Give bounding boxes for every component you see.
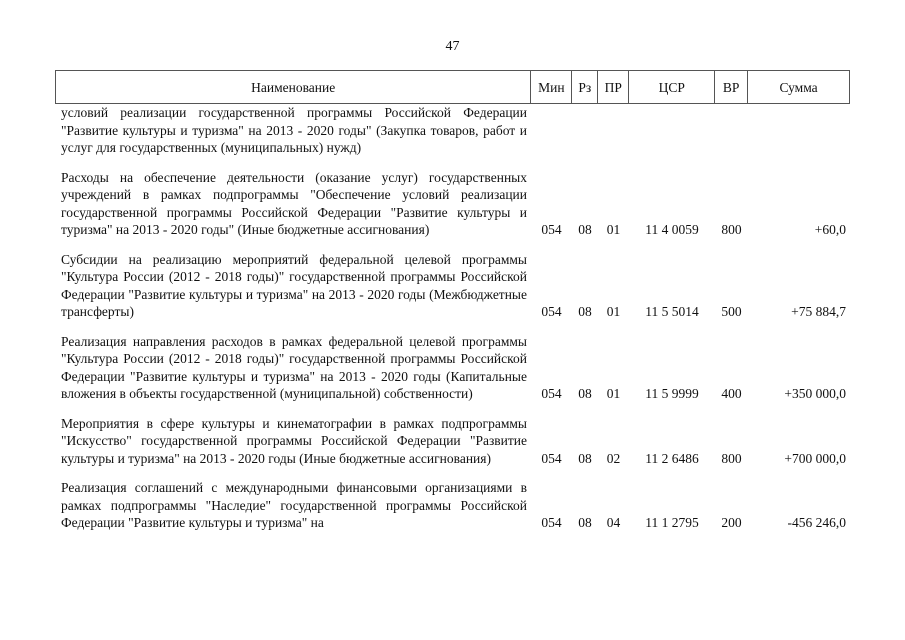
- row-sum: +350 000,0: [784, 386, 846, 401]
- table-row: [55, 333, 850, 403]
- header-csr: ЦСР: [629, 71, 715, 103]
- row-sum: +75 884,7: [791, 304, 846, 319]
- header-min: Мин: [531, 71, 572, 103]
- header-pr: ПР: [598, 71, 629, 103]
- row-rz: 08: [578, 386, 592, 401]
- row-pr: 04: [606, 515, 621, 530]
- header-rz: Рз: [572, 71, 598, 103]
- row-pr: 01: [606, 222, 621, 237]
- row-pr: 01: [606, 386, 621, 401]
- row-rz: 08: [578, 450, 592, 466]
- table-row: [55, 104, 850, 157]
- row-vr: 200: [721, 515, 742, 530]
- row-min: 054: [541, 450, 562, 466]
- row-name: Реализация направления расходов в рамках федеральной целевой программы "Культура России (2012 - 2018 годы)" государственной программы Российской Федерации "Развитие культуры и туризма" на 2013 - 2020 годы (Капитальные вложения в объекты государственной (муниципальной) собственности): [61, 333, 527, 401]
- row-vr: 400: [721, 386, 742, 401]
- row-min: 054: [541, 386, 562, 401]
- row-csr: 11 4 0059: [645, 222, 699, 237]
- row-vr: 800: [721, 222, 742, 237]
- row-name: Расходы на обеспечение деятельности (оказание услуг) государственных учреждений в рамках подпрограммы "Обеспечение условий реализации государственной программы Российской Федерации "Развитие культуры и туризма" на 2013 - 2020 годы" (Иные бюджетные ассигнования): [61, 169, 527, 237]
- table-row: [55, 479, 850, 532]
- row-name: Субсидии на реализацию мероприятий федеральной целевой программы "Культура России (2012 - 2018 годы)" государственной программы Российской Федерации "Развитие культуры и туризма" на 2013 - 2020 годы (Межбюджетные трансферты): [61, 251, 527, 319]
- page-number: 47: [445, 39, 460, 54]
- row-rz: 08: [578, 304, 592, 319]
- header-sum: Сумма: [748, 71, 850, 103]
- row-rz: 08: [578, 222, 592, 237]
- row-vr: 500: [721, 304, 742, 319]
- row-sum: -456 246,0: [787, 515, 846, 530]
- table-row: [55, 251, 850, 321]
- header-vr: ВР: [715, 71, 748, 103]
- row-vr: 800: [721, 450, 742, 466]
- row-csr: 11 1 2795: [645, 515, 699, 530]
- row-rz: 08: [578, 515, 592, 530]
- row-csr: 11 2 6486: [645, 450, 699, 466]
- row-name: Реализация соглашений с международными финансовыми организациями в рамках подпрограммы "Наследие" государственной программы Российской Федерации "Развитие культуры и туризма" на: [61, 480, 527, 530]
- budget-table: [55, 70, 850, 532]
- row-pr: 01: [606, 304, 621, 319]
- header-name: Наименование: [56, 71, 531, 103]
- row-sum: +60,0: [814, 222, 846, 237]
- row-name: условий реализации государственной программы Российской Федерации "Развитие культуры и туризма" на 2013 - 2020 годы" (Закупка товаров, работ и услуг для государственных (муниципальных) нужд): [61, 105, 527, 155]
- table-header: [55, 70, 850, 104]
- row-min: 054: [541, 222, 562, 237]
- row-min: 054: [541, 515, 562, 530]
- row-pr: 02: [606, 450, 621, 466]
- table-row: [55, 415, 850, 468]
- table-row: [55, 169, 850, 239]
- row-csr: 11 5 5014: [645, 304, 699, 319]
- row-name: Мероприятия в сфере культуры и кинематографии в рамках подпрограммы "Искусство" государственной программы Российской Федерации "Развитие культуры и туризма" на 2013 - 2020 годы (Иные бюджетные ассигнования): [61, 415, 527, 466]
- row-min: 054: [541, 304, 562, 319]
- row-sum: +700 000,0: [784, 450, 846, 466]
- row-csr: 11 5 9999: [645, 386, 699, 401]
